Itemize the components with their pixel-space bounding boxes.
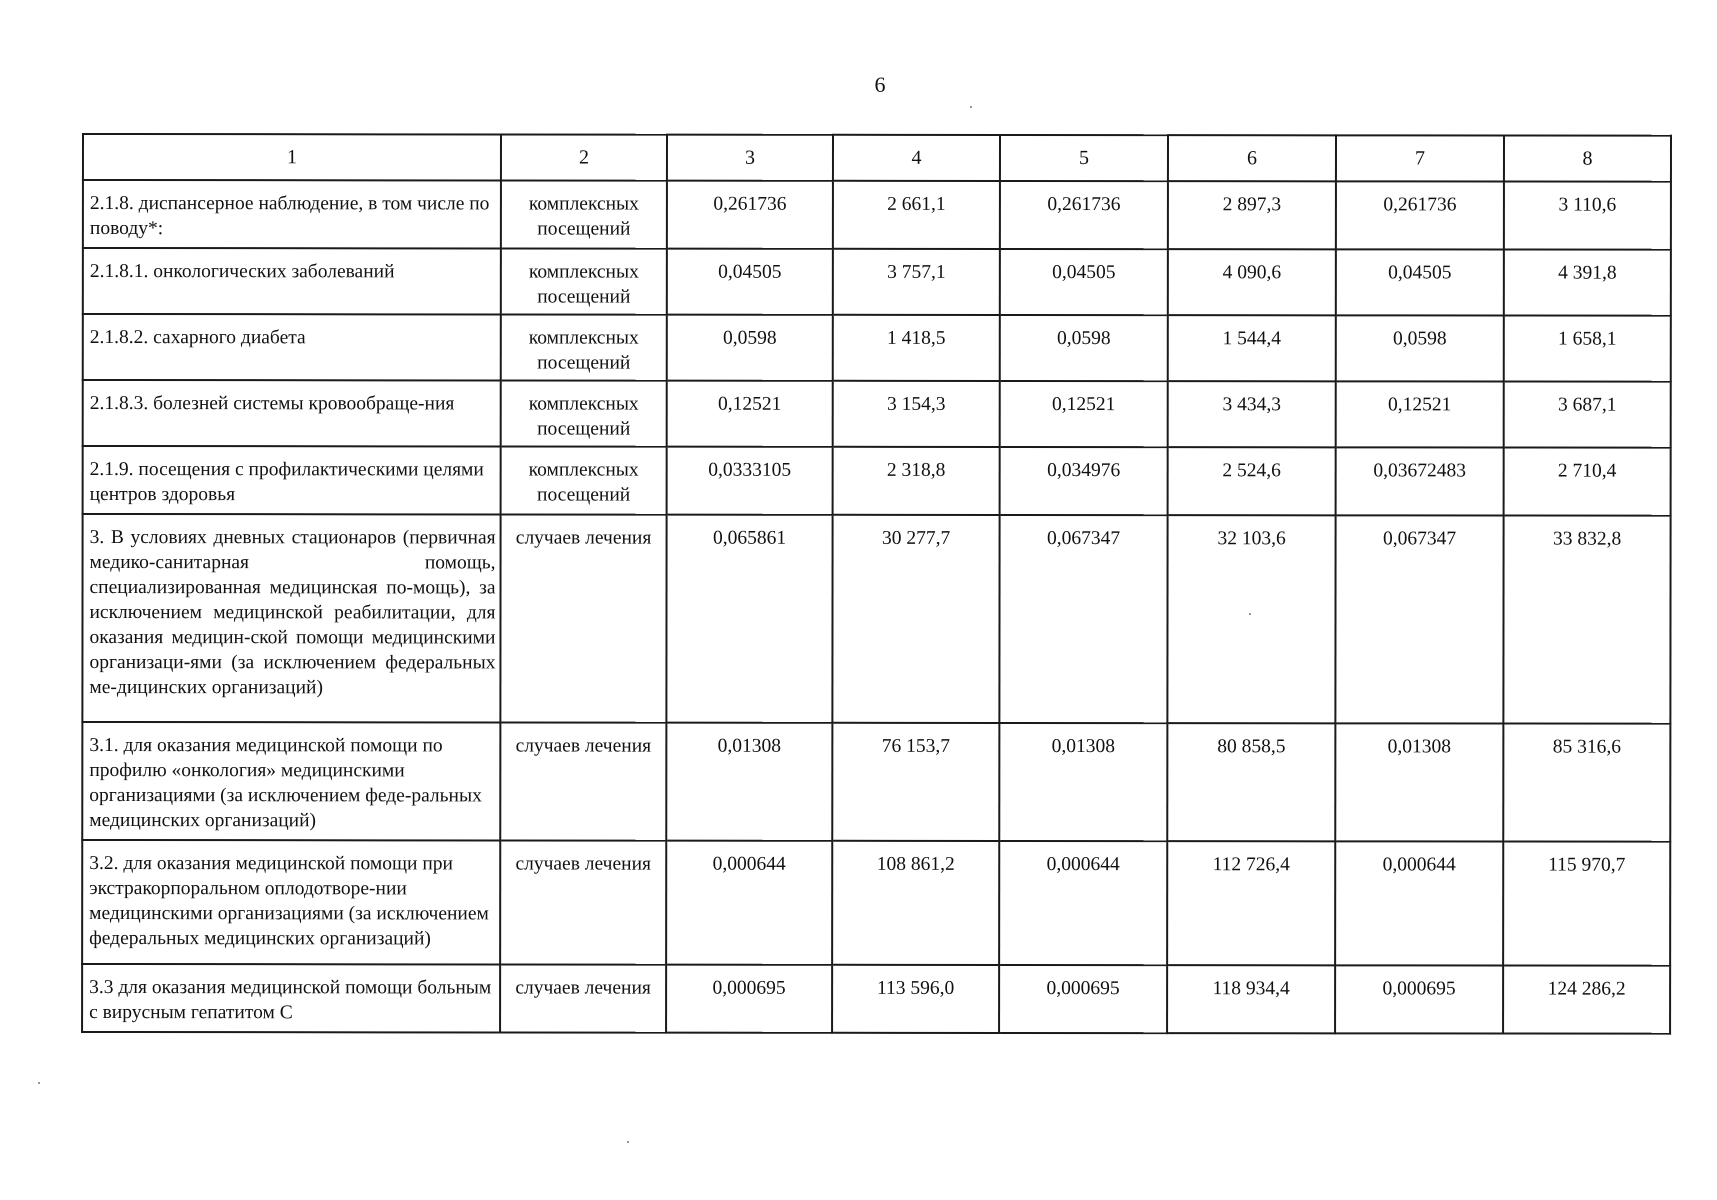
row-name: 3.2. для оказания медицинской помощи при экстракорпоральном оплодотворе-нии медицинскими организациями (за исключением федеральных медицинских организаций) [82, 840, 500, 964]
cell-value: 2 661,1 [833, 181, 1000, 249]
table-row [83, 180, 1671, 250]
table-row [83, 380, 1671, 448]
cell-value: 0,12521 [1000, 381, 1168, 447]
cell-value: 4 090,6 [1168, 249, 1336, 315]
cell-value: 0,065861 [666, 515, 832, 723]
row-name: 3.1. для оказания медицинской помощи по профилю «онкология» медицинскими организациями (за исключением феде-ральных медицинских организаций) [82, 722, 500, 840]
column-header: 2 [501, 134, 667, 180]
cell-value: 0,067347 [999, 515, 1167, 723]
page-number: 6 [874, 72, 886, 97]
cell-value: 2 318,8 [833, 447, 1000, 515]
cell-value: 0,261736 [1000, 181, 1168, 249]
cell-value: 113 596,0 [832, 965, 999, 1033]
cell-value: 0,034976 [1000, 447, 1168, 515]
row-unit: случаев лечения [500, 722, 666, 840]
cell-value: 3 110,6 [1504, 181, 1671, 249]
row-unit: комплексных посещений [501, 446, 667, 514]
cell-value: 33 832,8 [1503, 515, 1670, 723]
row-unit: комплексных посещений [501, 248, 667, 314]
cell-value: 85 316,6 [1503, 723, 1670, 841]
row-unit: комплексных посещений [501, 380, 667, 446]
row-name: 2.1.8. диспансерное наблюдение, в том числе по поводу*: [83, 180, 501, 248]
cell-value: 80 858,5 [1167, 723, 1335, 841]
table-row [82, 840, 1670, 966]
cell-value: 118 934,4 [1167, 965, 1335, 1033]
row-unit: комплексных посещений [501, 314, 667, 380]
cell-value: 0,03672483 [1336, 447, 1504, 515]
column-header: 3 [667, 135, 833, 181]
cell-value: 1 418,5 [833, 315, 1000, 381]
column-header: 6 [1168, 135, 1336, 181]
cell-value: 0,12521 [1336, 381, 1504, 447]
scan-speck [970, 106, 972, 108]
cell-value: 3 154,3 [833, 381, 1000, 447]
row-unit: случаев лечения [500, 964, 666, 1032]
row-name: 2.1.9. посещения с профилактическими целями центров здоровья [83, 446, 501, 514]
cell-value: 115 970,7 [1503, 841, 1670, 965]
cell-value: 4 391,8 [1504, 249, 1671, 315]
column-header: 8 [1504, 135, 1671, 181]
cell-value: 0,01308 [999, 723, 1167, 841]
cell-value: 0,04505 [1336, 249, 1504, 315]
cell-value: 0,01308 [666, 723, 832, 841]
table-row [82, 722, 1670, 842]
table-row [83, 314, 1671, 382]
cell-value: 0,261736 [667, 181, 833, 249]
cell-value: 2 710,4 [1504, 447, 1671, 515]
table-container [81, 133, 1670, 1035]
scan-speck [1249, 613, 1251, 615]
column-header: 7 [1336, 135, 1504, 181]
cell-value: 0,000695 [999, 965, 1167, 1033]
cell-value: 0,000644 [999, 841, 1167, 965]
cell-value: 0,000695 [666, 965, 832, 1033]
cell-value: 76 153,7 [832, 723, 999, 841]
cell-value: 0,0598 [1336, 315, 1504, 381]
row-unit: случаев лечения [500, 514, 666, 722]
cell-value: 2 524,6 [1168, 447, 1336, 515]
table-row [82, 514, 1670, 724]
table-row [83, 446, 1671, 516]
cell-value: 0,000695 [1335, 965, 1503, 1033]
cell-value: 0,12521 [667, 381, 833, 447]
cell-value: 0,0333105 [667, 447, 833, 515]
cell-value: 2 897,3 [1168, 181, 1336, 249]
scan-speck [38, 1082, 40, 1084]
row-name: 2.1.8.3. болезней системы кровообраще-ния [83, 380, 501, 446]
cell-value: 0,0598 [1000, 315, 1168, 381]
cell-value: 1 544,4 [1168, 315, 1336, 381]
cell-value: 0,000644 [1335, 841, 1503, 965]
cell-value: 0,01308 [1335, 723, 1503, 841]
cell-value: 0,04505 [1000, 249, 1168, 315]
row-unit: случаев лечения [500, 840, 666, 964]
header-row [83, 134, 1671, 182]
column-header: 5 [1000, 135, 1168, 181]
row-unit: комплексных посещений [501, 180, 667, 248]
cell-value: 3 757,1 [833, 249, 1000, 315]
cell-value: 3 687,1 [1504, 381, 1671, 447]
cell-value: 30 277,7 [832, 515, 999, 723]
cell-value: 0,261736 [1336, 181, 1504, 249]
cell-value: 3 434,3 [1168, 381, 1336, 447]
cell-value: 0,04505 [667, 249, 833, 315]
cell-value: 0,000644 [666, 841, 832, 965]
cell-value: 1 658,1 [1504, 315, 1671, 381]
table-row [83, 248, 1671, 316]
cell-value: 0,067347 [1335, 515, 1503, 723]
row-name: 2.1.8.1. онкологических заболеваний [83, 248, 501, 314]
row-name: 3.3 для оказания медицинской помощи больным с вирусным гепатитом С [82, 964, 500, 1032]
row-name: 2.1.8.2. сахарного диабета [83, 314, 501, 380]
cell-value: 32 103,6 [1167, 515, 1335, 723]
column-header: 1 [83, 134, 501, 180]
cell-value: 108 861,2 [832, 841, 999, 965]
cell-value: 124 286,2 [1503, 965, 1670, 1033]
cell-value: 0,0598 [667, 315, 833, 381]
table-row [82, 964, 1670, 1034]
column-header: 4 [833, 135, 1000, 181]
row-name: 3. В условиях дневных стационаров (первичная медико-санитарная помощь, специализированная медицинская по-мощь), за исключением медицинской реабилитации, для оказания медицин-ской помощи медицинскими организаци-ями (за исключением федеральных ме-дицинских организаций) [82, 514, 500, 722]
scan-speck [627, 1141, 629, 1143]
cell-value: 112 726,4 [1167, 841, 1335, 965]
data-table [81, 133, 1672, 1035]
